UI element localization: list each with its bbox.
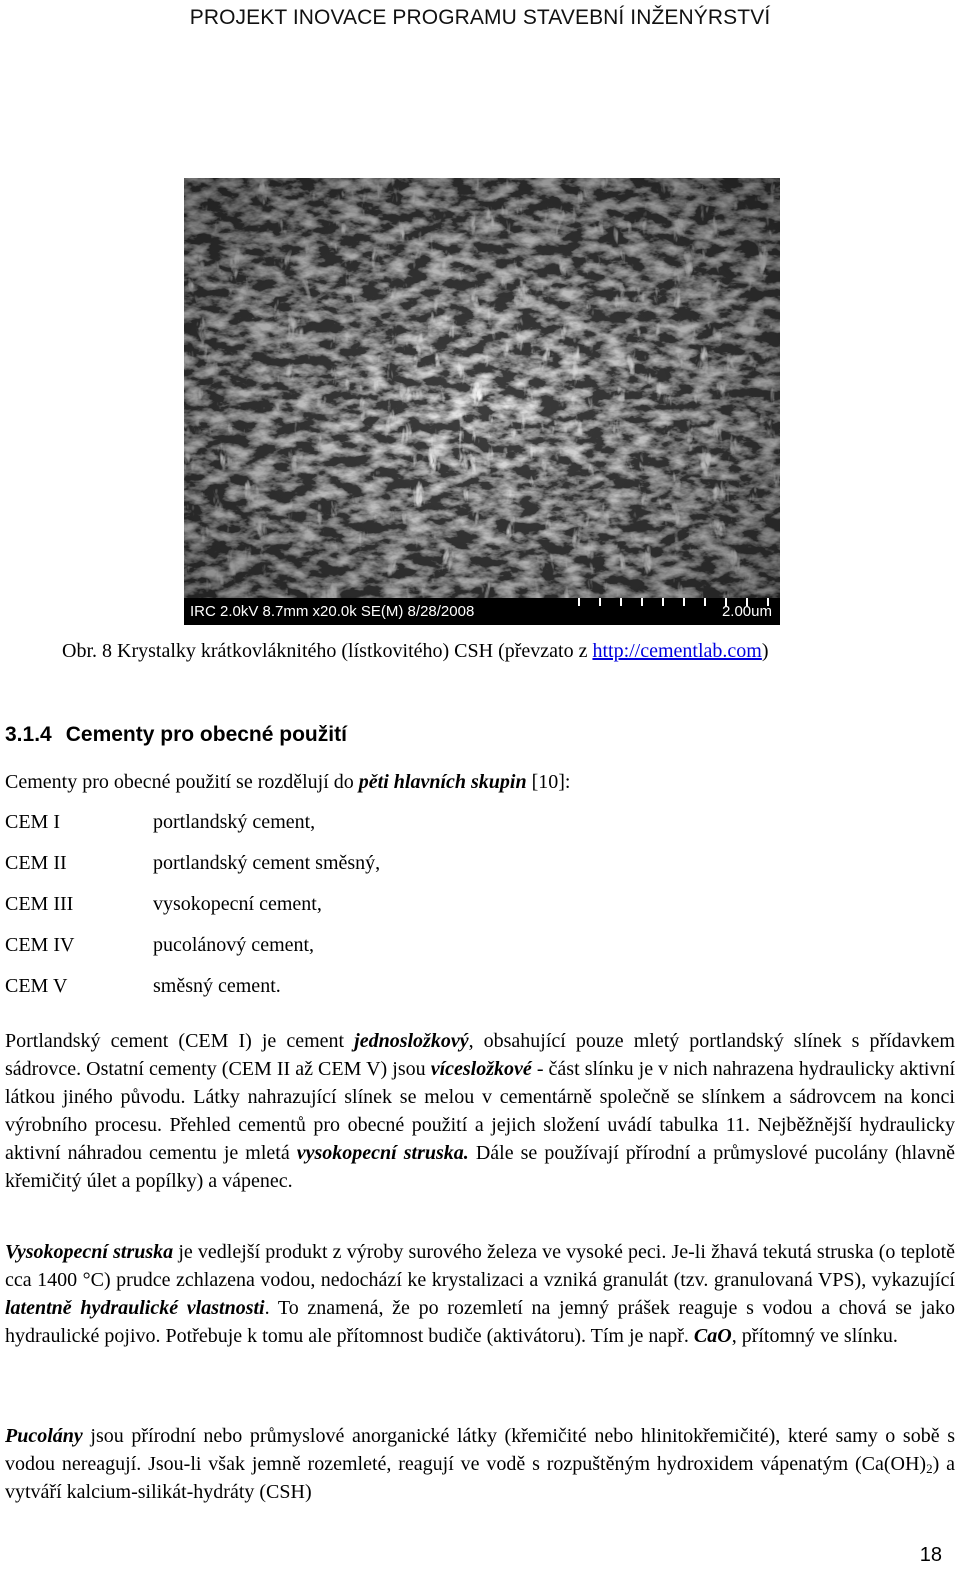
sem-parameters: IRC 2.0kV 8.7mm x20.0k SE(M) 8/28/2008	[190, 603, 475, 620]
cement-code: CEM V	[5, 975, 68, 997]
paragraph-text: ) a vytváří kalcium-silikát-hydráty (CSH)	[5, 1453, 955, 1503]
sem-micrograph-image	[184, 178, 780, 598]
emphasis-term: CaO	[693, 1325, 732, 1347]
cement-name: portlandský cement směsný,	[153, 852, 381, 874]
paragraph-text: Portlandský cement (CEM I) je cement	[5, 1030, 355, 1052]
section-heading	[5, 723, 347, 747]
caption-suffix: )	[761, 640, 769, 662]
sem-info-bar	[184, 598, 780, 625]
intro-paragraph	[5, 768, 955, 796]
cement-name: portlandský cement,	[153, 811, 316, 833]
intro-text: Cementy pro obecné použití se rozdělují do	[5, 771, 359, 793]
paragraph-pozzolans	[5, 1422, 955, 1506]
cement-code: CEM I	[5, 811, 60, 833]
cement-code: CEM IV	[5, 934, 75, 956]
emphasis-term: latentně hydraulické vlastnosti	[5, 1297, 265, 1319]
paragraph-text: - část slínku je v nich nahrazena hydraulicky aktivní látkou jiného původu. Látky nahrazující slínek se melou v cementárně společně se slínkem a sádrovcem na konci výrobního procesu. Přehled cementů pro obecné použití a jejich složení uvádí tabulka 11. Nejběžnější hydraulicky aktivní náhradou cementu je mletá	[5, 1058, 955, 1164]
cement-name: vysokopecní cement,	[153, 893, 322, 915]
paragraph-text: , přítomný ve slínku.	[731, 1325, 898, 1347]
cement-name: směsný cement.	[153, 975, 281, 997]
cement-code: CEM II	[5, 852, 67, 874]
paragraph-portland-cement	[5, 1027, 955, 1195]
cement-code: CEM III	[5, 893, 74, 915]
caption-link[interactable]: http://cementlab.com	[592, 640, 762, 662]
paragraph-text: . To znamená, že po rozemletí na jemný prášek reaguje s vodou a chová se jako hydraulické pojivo. Potřebuje k tomu ale přítomnost budiče (aktivátoru). Tím je např.	[5, 1297, 955, 1347]
paragraph-text: Dále se používají přírodní a průmyslové pucolány (hlavně křemičitý úlet a popílky) a vápenec.	[5, 1142, 955, 1192]
subscript: 2	[926, 1461, 933, 1476]
paragraph-blast-furnace-slag	[5, 1238, 955, 1350]
emphasis-term: jednosložkový	[354, 1030, 469, 1052]
intro-text-end: [10]:	[526, 771, 571, 793]
figure-caption	[62, 640, 769, 663]
paragraph-text: je vedlejší produkt z výroby surového železa ve vysoké peci. Je-li žhavá tekutá struska (o teplotě cca 1400 °C) prudce zchlazena vodou, nedochází ke krystalizaci a vzniká granulát (tzv. granulovaná VPS), vykazující	[5, 1241, 955, 1291]
section-title: Cementy pro obecné použití	[65, 723, 347, 746]
page-header: PROJEKT INOVACE PROGRAMU STAVEBNÍ INŽENÝRSTVÍ	[189, 6, 771, 29]
section-number: 3.1.4	[5, 723, 52, 746]
emphasis-term: Vysokopecní struska	[5, 1241, 174, 1263]
cement-name: pucolánový cement,	[153, 934, 315, 956]
caption-text: Obr. 8 Krystalky krátkovláknitého (lístkovitého) CSH (převzato z	[62, 640, 593, 662]
page-number: 18	[919, 1544, 942, 1566]
paragraph-text: jsou přírodní nebo průmyslové anorganické látky (křemičité nebo hlinitokřemičité), které samy o sobě s vodou nereagují. Jsou-li však jemně rozemleté, reagují ve vodě s rozpuštěným hydroxidem vápenatým (Ca(OH)	[5, 1425, 955, 1475]
paragraph-text: , obsahující pouze mletý portlandský slínek s přídavkem sádrovce. Ostatní cementy (CEM II až CEM V) jsou	[5, 1030, 955, 1080]
emphasis-term: vysokopecní struska.	[296, 1142, 469, 1164]
emphasis-term: Pucolány	[5, 1425, 83, 1447]
intro-emphasis: pěti hlavních skupin	[358, 771, 527, 793]
sem-micrograph-figure	[184, 178, 780, 625]
emphasis-term: vícesložkové	[430, 1058, 532, 1080]
scale-label: 2.00um	[721, 603, 772, 620]
